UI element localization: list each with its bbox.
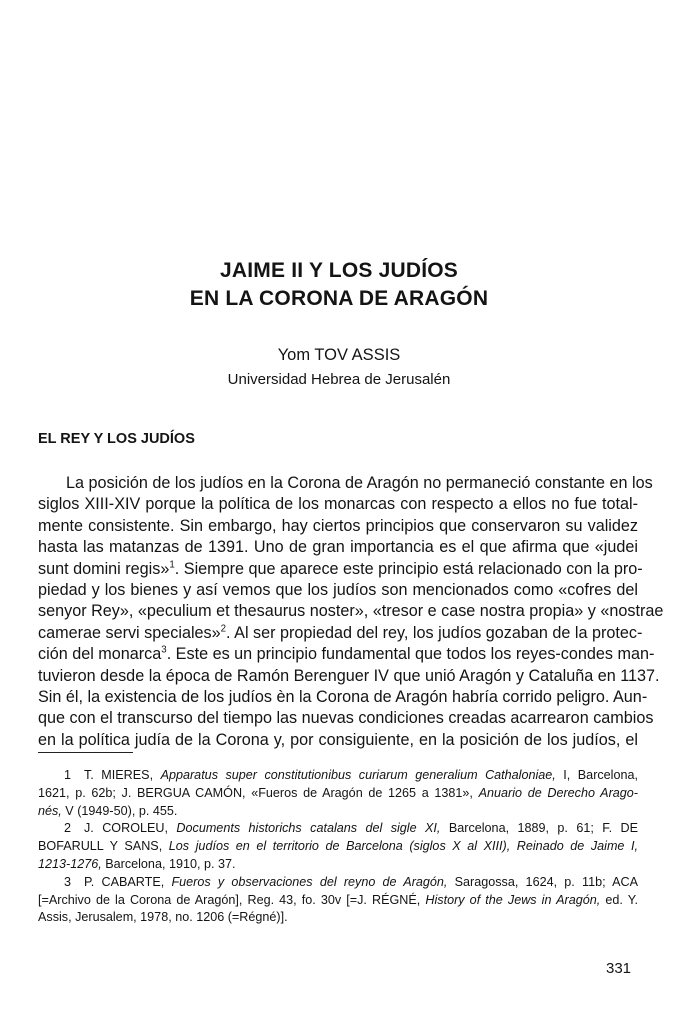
italic-text: Los judíos en el territorio de Barcelona (siglos X al XIII), Reinado de Jaime I, [168, 839, 638, 854]
text-run: 1621, p. 62b; J. BERGUA CAMÓN, «Fueros de Aragón de 1265 a 1381», [38, 785, 479, 800]
body-line [38, 516, 638, 536]
title-line-1: JAIME II Y LOS JUDÍOS [220, 259, 458, 282]
affiliation: Universidad Hebrea de Jerusalén [227, 371, 451, 388]
text-run: Barcelona, 1889, p. 61; F. DE [440, 821, 638, 836]
text-run: ed. Y. [600, 892, 638, 907]
footnote-line [38, 892, 638, 908]
text-run: siglos XIII-XIV porque la política de los monarcas con respecto a ellos no fue total- [38, 495, 638, 514]
body-line [38, 623, 643, 643]
body-line [38, 601, 664, 621]
body-line [38, 644, 655, 664]
author: Yom TOV ASSIS [277, 346, 401, 364]
italic-text: nés, [38, 803, 62, 818]
body-line [38, 580, 638, 600]
text-run: J. COROLEU, [84, 821, 177, 836]
title-line-2: EN LA CORONA DE ARAGÓN [189, 287, 489, 310]
text-run: senyor Rey», «peculium et thesaurus noster», «tresor e case nostra propia» y «nostrae [38, 602, 664, 621]
text-run: mente consistente. Sin embargo, hay ciertos principios que conservaron su validez [38, 516, 638, 535]
text-run: P. CABARTE, [84, 874, 172, 889]
body-line [38, 666, 660, 686]
footnote-line [38, 803, 638, 819]
footnote-line [38, 909, 638, 925]
italic-text: Anuario de Derecho Arago- [478, 785, 638, 800]
text-run: que con el transcurso del tiempo las nuevas condiciones creadas acarrearon cambios [38, 709, 654, 728]
text-run: La posición de los judíos en la Corona de Aragón no permaneció constante en los [66, 474, 653, 492]
footnote-number: 3 [64, 874, 72, 889]
text-run: ción del monarca [38, 645, 162, 664]
italic-text: History of the Jews in Aragón, [425, 892, 601, 907]
page-number: 331 [606, 960, 632, 977]
footnote-rule [38, 752, 133, 753]
italic-text: Apparatus super constitutionibus curiarum generalium Cathaloniae, [160, 768, 556, 782]
text-run: Saragossa, 1624, p. 11b; ACA [447, 874, 638, 889]
body-line [38, 537, 638, 557]
text-run: V (1949-50), p. 455. [61, 803, 178, 818]
footnote-number: 1 [64, 768, 72, 782]
text-run: piedad y los bienes y así vemos que los judíos son mencionados como «cofres del [38, 581, 638, 599]
text-run: [=Archivo de la Corona de Aragón], Reg. 43, fo. 30v [=J. RÉGNÉ, [38, 892, 426, 907]
footnote-line [38, 856, 638, 872]
footnote-line [38, 874, 638, 890]
text-run: . Siempre que aparece este principio está relacionado con la pro- [174, 559, 643, 578]
footnote-line [38, 785, 638, 801]
text-run: tuvieron desde la época de Ramón Berenguer IV que unió Aragón y Cataluña en 1137. [38, 666, 660, 685]
body-line [38, 708, 654, 728]
italic-text: Documents historichs catalans del sigle XI, [176, 821, 441, 836]
italic-text: 1213-1276, [38, 857, 102, 871]
text-run: BOFARULL Y SANS, [38, 839, 169, 854]
footnote-number: 2 [64, 821, 72, 836]
body-line [38, 730, 638, 750]
text-run: T. MIERES, [84, 768, 161, 782]
text-run: I, Barcelona, [555, 768, 638, 782]
text-run: Barcelona, 1910, p. 37. [101, 857, 236, 871]
text-run: Assis, Jerusalem, 1978, no. 1206 (=Régné)]. [38, 910, 288, 925]
footnote-line [38, 820, 638, 836]
body-line [38, 687, 648, 707]
footnote-line [38, 838, 638, 854]
footnote-reference: 3 [161, 644, 167, 656]
text-run: en la política judía de la Corona y, por consiguiente, en la posición de los judíos, el [38, 730, 638, 749]
text-run: camerae servi speciales» [38, 623, 221, 642]
body-line [38, 494, 638, 514]
text-run: hasta las matanzas de 1391. Uno de gran importancia es el que afirma que «judei [38, 538, 638, 557]
italic-text: Fueros y observaciones del reyno de Aragón, [171, 874, 448, 889]
section-heading: EL REY Y LOS JUDÍOS [38, 431, 195, 447]
footnote-line [38, 767, 638, 783]
text-run: sunt domini regis» [38, 559, 170, 578]
text-run: Sin él, la existencia de los judíos èn la Corona de Aragón habría corrido peligro. Aun- [38, 688, 648, 706]
text-run: . Al ser propiedad del rey, los judíos gozaban de la protec- [226, 623, 643, 642]
body-line [38, 559, 643, 579]
footnote-reference: 2 [220, 623, 227, 635]
body-line [38, 473, 653, 493]
text-run: . Este es un principio fundamental que todos los reyes-condes man- [166, 645, 655, 664]
footnote-reference: 1 [169, 559, 175, 571]
